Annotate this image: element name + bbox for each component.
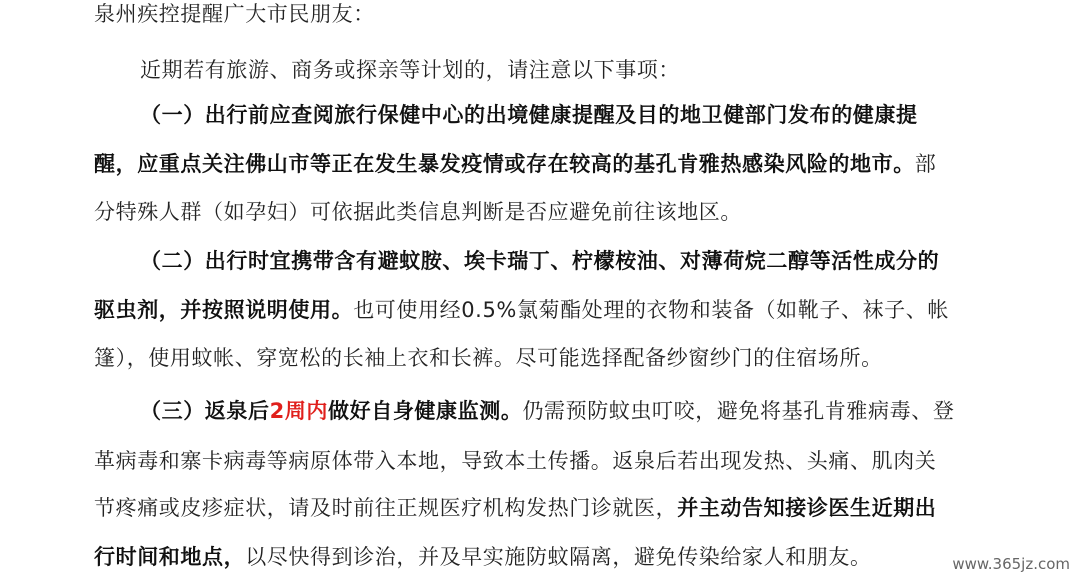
item2-line1 <box>140 247 1074 275</box>
item3-line3 <box>94 494 1074 522</box>
item1-bold-line2: 醒，应重点关注佛山市等正在发生暴发疫情或存在较高的基孔肯雅热感染风险的地市。 <box>94 152 915 176</box>
item1-bold-line1: （一）出行前应查阅旅行保健中心的出境健康提醒及目的地卫健部门发布的健康提 <box>140 103 918 127</box>
item3-bold-a: （三）返泉后 <box>140 399 270 423</box>
item3-line2 <box>94 447 1074 475</box>
item3-line1 <box>140 397 1074 425</box>
item3-bold-line4: 行时间和地点， <box>94 545 246 569</box>
item1-rest-line3: 分特殊人群（如孕妇）可依据此类信息判断是否应避免前往该地区。 <box>94 200 742 224</box>
item3-text-line2: 革病毒和寨卡病毒等病原体带入本地，导致本土传播。返泉后若出现发热、头痛、肌肉关 <box>94 449 937 473</box>
item2-bold-line1: （二）出行时宜携带含有避蚊胺、埃卡瑞丁、柠檬桉油、对薄荷烷二醇等活性成分的 <box>140 249 940 273</box>
greeting-line <box>94 0 1074 28</box>
item3-normal-line4: 以尽快得到诊治，并及早实施防蚊隔离，避免传染给家人和朋友。 <box>245 545 872 569</box>
intro-line <box>140 56 1074 84</box>
item2-rest-line3: 篷），使用蚊帐、穿宽松的长袖上衣和长裤。尽可能选择配备纱窗纱门的住宿场所。 <box>94 346 883 370</box>
item1-rest-line2: 部 <box>914 152 937 176</box>
item1-line2 <box>94 150 1074 178</box>
item2-rest-line2: 也可使用经0.5%氯菊酯处理的衣物和装备（如靴子、袜子、帐 <box>353 298 949 322</box>
intro-text: 近期若有旅游、商务或探亲等计划的，请注意以下事项： <box>140 58 680 82</box>
item3-normal-line3: 节疼痛或皮疹症状，请及时前往正规医疗机构发热门诊就医， <box>94 496 678 520</box>
item2-line2 <box>94 296 1074 324</box>
item2-line3 <box>94 344 1074 372</box>
item2-bold-line2: 驱虫剂，并按照说明使用。 <box>94 298 354 322</box>
item3-bold-b: 做好自身健康监测。 <box>328 399 523 423</box>
greeting: 泉州疾控提醒广大市民朋友： <box>94 2 375 26</box>
item1-line1 <box>140 101 1074 129</box>
watermark: www.365jz.com <box>948 555 1074 573</box>
item3-red-highlight: 2周内 <box>269 399 329 423</box>
item3-line4 <box>94 543 1074 571</box>
item3-bold-line3: 并主动告知接诊医生近期出 <box>677 496 937 520</box>
item3-rest-line1: 仍需预防蚊虫叮咬，避免将基孔肯雅病毒、登 <box>522 399 955 423</box>
item1-line3 <box>94 198 1074 226</box>
